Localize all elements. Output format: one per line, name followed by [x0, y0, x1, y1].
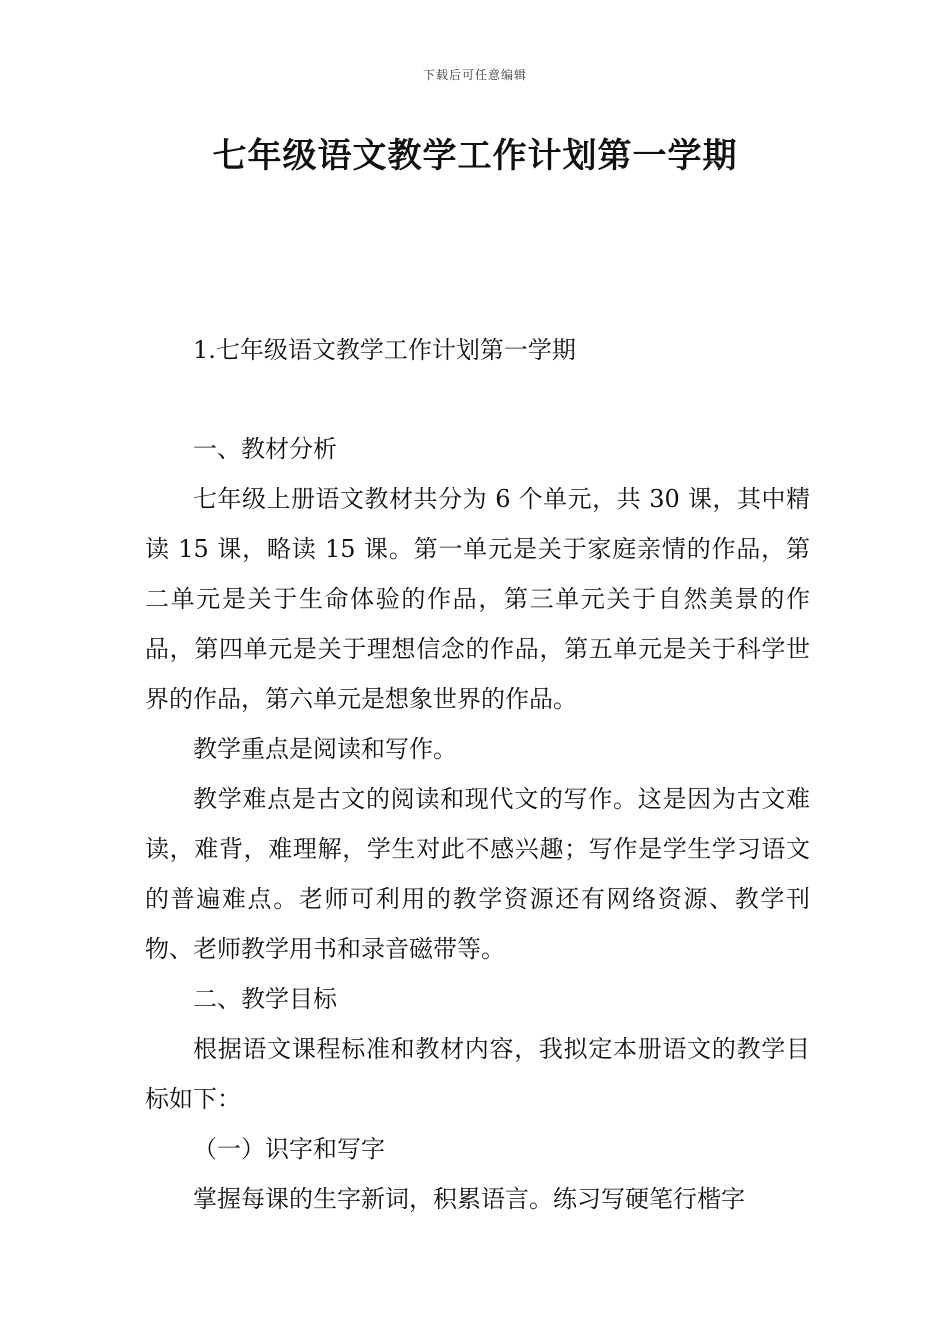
section-heading-textbook-analysis: 一、教材分析 — [193, 435, 337, 463]
paragraph-teaching-difficulty: 教学难点是古文的阅读和现代文的写作。这是因为古文难读，难背，难理解，学生对此不感兴趣；写作是学生学习语文的普遍难点。老师可利用的教学资源还有网络资源、教学刊物、老师教学用书和录音磁带等。 — [145, 785, 810, 963]
subheading-literacy-writing: （一）识字和写字 — [193, 1135, 385, 1163]
page-header-note: 下载后可任意编辑 — [422, 68, 527, 82]
document-subtitle — [145, 325, 810, 375]
paragraph-teaching-focus: 教学重点是阅读和写作。 — [193, 735, 457, 763]
subtitle-line: 1.七年级语文教学工作计划第一学期 — [193, 336, 576, 364]
section-heading-teaching-goals: 二、教学目标 — [193, 985, 337, 1013]
document-title: 七年级语文教学工作计划第一学期 — [212, 136, 738, 176]
document-body — [145, 424, 810, 1224]
paragraph-textbook-units: 七年级上册语文教材共分为 6 个单元，共 30 课，其中精读 15 课，略读 15 课。第一单元是关于家庭亲情的作品，第二单元是关于生命体验的作品，第三单元关于自然美景的作品，第四单元是关于理想信念的作品，第五单元是关于科学世界的作品，第六单元是想象世界的作品。 — [145, 485, 810, 713]
paragraph-literacy-detail: 掌握每课的生字新词，积累语言。练习写硬笔行楷字 — [193, 1185, 745, 1213]
paragraph-goals-intro: 根据语文课程标准和教材内容，我拟定本册语文的教学目标如下： — [145, 1035, 810, 1113]
